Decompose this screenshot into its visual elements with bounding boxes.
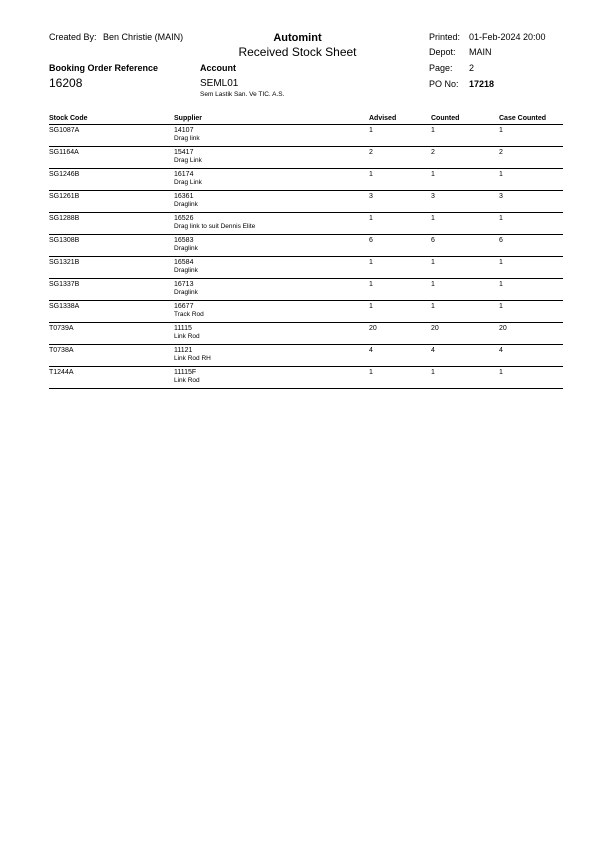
advised-cell [369, 367, 431, 389]
case-counted-cell-text: 6 [499, 237, 503, 244]
item-description: Drag link to suit Dennis Elite [174, 223, 256, 230]
table-row [49, 279, 563, 301]
stock-code-cell [49, 169, 174, 191]
stock-code-cell-text: SG1246B [49, 171, 80, 178]
advised-cell [369, 257, 431, 279]
counted-cell [431, 257, 499, 279]
stock-code-cell-text: T1244A [49, 369, 74, 376]
stock-code-cell [49, 191, 174, 213]
po-value: 17218 [469, 79, 495, 89]
supplier-cell [174, 323, 369, 345]
item-description: Draglink [174, 267, 198, 274]
case-counted-cell-text: 4 [499, 347, 503, 354]
item-description: Drag Link [174, 157, 202, 164]
advised-cell-text: 1 [369, 369, 373, 376]
stock-code-cell [49, 345, 174, 367]
supplier-code: 16361 [174, 193, 194, 200]
counted-cell-text: 1 [431, 281, 435, 288]
stock-code-cell [49, 125, 174, 147]
advised-cell-text: 3 [369, 193, 373, 200]
supplier-cell [174, 367, 369, 389]
supplier-code: 16583 [174, 237, 194, 244]
counted-cell [431, 367, 499, 389]
case-counted-cell-text: 1 [499, 171, 503, 178]
advised-cell-text: 2 [369, 149, 373, 156]
counted-cell-text: 1 [431, 259, 435, 266]
stock-code-cell [49, 279, 174, 301]
supplier-cell [174, 169, 369, 191]
advised-cell [369, 169, 431, 191]
col-header-advised: Advised [369, 114, 431, 125]
counted-cell-text: 6 [431, 237, 435, 244]
case-counted-cell [499, 125, 563, 147]
case-counted-cell-text: 1 [499, 369, 503, 376]
case-counted-cell [499, 169, 563, 191]
stock-code-cell-text: T0738A [49, 347, 74, 354]
supplier-code: 16174 [174, 171, 194, 178]
case-counted-cell-text: 3 [499, 193, 503, 200]
counted-cell-text: 1 [431, 369, 435, 376]
case-counted-cell [499, 213, 563, 235]
booking-ref-value: 16208 [49, 76, 83, 90]
advised-cell-text: 1 [369, 259, 373, 266]
supplier-code: 11115F [174, 369, 197, 376]
advised-cell-text: 4 [369, 347, 373, 354]
supplier-cell [174, 213, 369, 235]
table-row [49, 367, 563, 389]
case-counted-cell [499, 323, 563, 345]
case-counted-cell-text: 1 [499, 281, 503, 288]
case-counted-cell-text: 2 [499, 149, 503, 156]
supplier-cell [174, 147, 369, 169]
counted-cell [431, 301, 499, 323]
case-counted-cell-text: 1 [499, 215, 503, 222]
page-value: 2 [469, 63, 475, 73]
case-counted-cell [499, 191, 563, 213]
table-header-row [49, 114, 563, 125]
supplier-code: 16584 [174, 259, 194, 266]
case-counted-cell [499, 279, 563, 301]
advised-cell [369, 279, 431, 301]
advised-cell [369, 323, 431, 345]
counted-cell-text: 1 [431, 127, 435, 134]
advised-cell [369, 191, 431, 213]
case-counted-cell [499, 147, 563, 169]
item-description: Draglink [174, 245, 198, 252]
company-name: Automint [273, 32, 322, 44]
supplier-cell [174, 301, 369, 323]
counted-cell [431, 235, 499, 257]
item-description: Drag Link [174, 179, 202, 186]
created-by-label: Created By: [49, 32, 97, 42]
page-label: Page: [429, 63, 453, 73]
advised-cell-text: 1 [369, 127, 373, 134]
stock-code-cell-text: SG1164A [49, 149, 79, 156]
table-row [49, 213, 563, 235]
stock-code-cell-text: SG1338A [49, 303, 80, 310]
case-counted-cell-text: 1 [499, 303, 503, 310]
table-row [49, 323, 563, 345]
table-row [49, 147, 563, 169]
supplier-cell [174, 125, 369, 147]
account-value: SEML01 [200, 78, 239, 89]
item-description: Link Rod [174, 333, 200, 340]
counted-cell [431, 125, 499, 147]
case-counted-cell-text: 20 [499, 325, 507, 332]
supplier-code: 16677 [174, 303, 194, 310]
supplier-code: 11121 [174, 347, 193, 354]
account-name: Sem Lastik San. Ve TIC. A.S. [200, 91, 285, 98]
stock-code-cell-text: T0739A [49, 325, 74, 332]
advised-cell-text: 20 [369, 325, 377, 332]
item-description: Link Rod RH [174, 355, 211, 362]
counted-cell-text: 1 [431, 215, 435, 222]
supplier-code: 15417 [174, 149, 194, 156]
item-description: Link Rod [174, 377, 200, 384]
table-row [49, 257, 563, 279]
depot-label: Depot: [429, 47, 456, 57]
counted-cell [431, 147, 499, 169]
col-header-counted: Counted [431, 114, 499, 125]
item-description: Drag link [174, 135, 200, 142]
stock-code-cell-text: SG1087A [49, 127, 80, 134]
stock-code-cell [49, 213, 174, 235]
stock-code-cell [49, 147, 174, 169]
advised-cell [369, 345, 431, 367]
case-counted-cell [499, 345, 563, 367]
advised-cell-text: 1 [369, 215, 373, 222]
stock-code-cell [49, 367, 174, 389]
table-row [49, 191, 563, 213]
stock-code-cell [49, 301, 174, 323]
counted-cell [431, 323, 499, 345]
supplier-cell [174, 279, 369, 301]
supplier-cell [174, 191, 369, 213]
counted-cell [431, 169, 499, 191]
booking-ref-label: Booking Order Reference [49, 63, 159, 73]
item-description: Track Rod [174, 311, 204, 318]
stock-code-cell-text: SG1337B [49, 281, 80, 288]
stock-code-cell-text: SG1261B [49, 193, 80, 200]
case-counted-cell [499, 367, 563, 389]
created-by-value: Ben Christie (MAIN) [103, 32, 184, 42]
po-label: PO No: [429, 79, 459, 89]
item-description: Draglink [174, 289, 198, 296]
stock-code-cell-text: SG1308B [49, 237, 80, 244]
supplier-code: 16526 [174, 215, 194, 222]
case-counted-cell [499, 235, 563, 257]
advised-cell-text: 1 [369, 281, 373, 288]
supplier-code: 14107 [174, 127, 194, 134]
stock-code-cell-text: SG1321B [49, 259, 80, 266]
sheet-title: Received Stock Sheet [238, 45, 357, 59]
counted-cell-text: 1 [431, 303, 435, 310]
advised-cell-text: 1 [369, 303, 373, 310]
case-counted-cell-text: 1 [499, 259, 503, 266]
supplier-code: 11115 [174, 325, 192, 332]
table-row [49, 301, 563, 323]
counted-cell [431, 279, 499, 301]
counted-cell-text: 1 [431, 171, 435, 178]
item-description: Draglink [174, 201, 198, 208]
advised-cell [369, 147, 431, 169]
advised-cell [369, 301, 431, 323]
stock-code-cell [49, 257, 174, 279]
counted-cell-text: 3 [431, 193, 435, 200]
counted-cell [431, 213, 499, 235]
case-counted-cell [499, 301, 563, 323]
table-row [49, 125, 563, 147]
table-row [49, 169, 563, 191]
depot-value: MAIN [469, 47, 492, 57]
supplier-cell [174, 345, 369, 367]
stock-code-cell [49, 235, 174, 257]
advised-cell [369, 235, 431, 257]
stock-code-cell-text: SG1288B [49, 215, 80, 222]
supplier-cell [174, 257, 369, 279]
advised-cell [369, 125, 431, 147]
col-header-supplier: Supplier [174, 114, 369, 125]
stock-table [49, 114, 563, 389]
table-row [49, 235, 563, 257]
supplier-cell [174, 235, 369, 257]
counted-cell-text: 4 [431, 347, 435, 354]
account-label: Account [200, 63, 236, 73]
printed-value: 01-Feb-2024 20:00 [469, 32, 546, 42]
case-counted-cell [499, 257, 563, 279]
advised-cell-text: 1 [369, 171, 373, 178]
counted-cell-text: 20 [431, 325, 439, 332]
counted-cell [431, 345, 499, 367]
col-header-case-counted: Case Counted [499, 114, 563, 125]
printed-label: Printed: [429, 32, 461, 42]
counted-cell [431, 191, 499, 213]
supplier-code: 16713 [174, 281, 194, 288]
col-header-stock-code: Stock Code [49, 114, 174, 125]
stock-code-cell [49, 323, 174, 345]
advised-cell [369, 213, 431, 235]
counted-cell-text: 2 [431, 149, 435, 156]
table-row [49, 345, 563, 367]
case-counted-cell-text: 1 [499, 127, 503, 134]
advised-cell-text: 6 [369, 237, 373, 244]
